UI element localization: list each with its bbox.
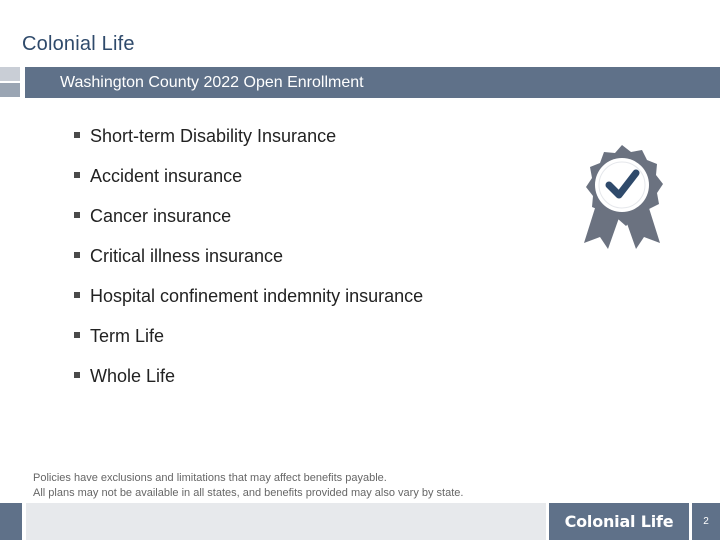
list-item-label: Critical illness insurance: [90, 246, 284, 266]
footer-bar: [26, 503, 546, 540]
list-item: [72, 126, 423, 166]
bullet-icon: [74, 292, 80, 298]
list-item: [72, 326, 423, 366]
accent-block: [0, 67, 20, 81]
list-item-label: Short-term Disability Insurance: [90, 126, 337, 146]
bullet-icon: [74, 332, 80, 338]
award-check-icon: [576, 143, 668, 253]
footer-logo: [549, 503, 689, 540]
list-item-label: Whole Life: [90, 366, 176, 386]
list-item: [72, 366, 423, 406]
disclaimer-line: All plans may not be available in all states, and benefits provided may also vary by state.: [33, 487, 464, 499]
logo-text: Colonial Life: [564, 512, 674, 531]
accent-block: [0, 83, 20, 97]
left-accent-blocks: [0, 67, 20, 99]
bullet-icon: [74, 212, 80, 218]
page-number: 2: [692, 503, 720, 540]
list-item-label: Cancer insurance: [90, 206, 232, 226]
list-item: [72, 206, 423, 246]
list-item-label: Hospital confinement indemnity insurance: [90, 286, 424, 306]
slide-title: Colonial Life: [22, 33, 135, 55]
bullet-icon: [74, 372, 80, 378]
title-banner: [25, 67, 720, 98]
banner-title: Washington County 2022 Open Enrollment: [60, 74, 364, 91]
disclaimer-line: Policies have exclusions and limitations that may affect benefits payable.: [33, 472, 387, 484]
list-item: [72, 246, 423, 286]
benefits-list: [72, 126, 423, 406]
bullet-icon: [74, 172, 80, 178]
bullet-icon: [74, 132, 80, 138]
list-item-label: Term Life: [90, 326, 165, 346]
footer-accent-block: [0, 503, 22, 540]
list-item: [72, 286, 423, 326]
list-item: [72, 166, 423, 206]
disclaimer: [33, 471, 463, 501]
bullet-icon: [74, 252, 80, 258]
list-item-label: Accident insurance: [90, 166, 243, 186]
